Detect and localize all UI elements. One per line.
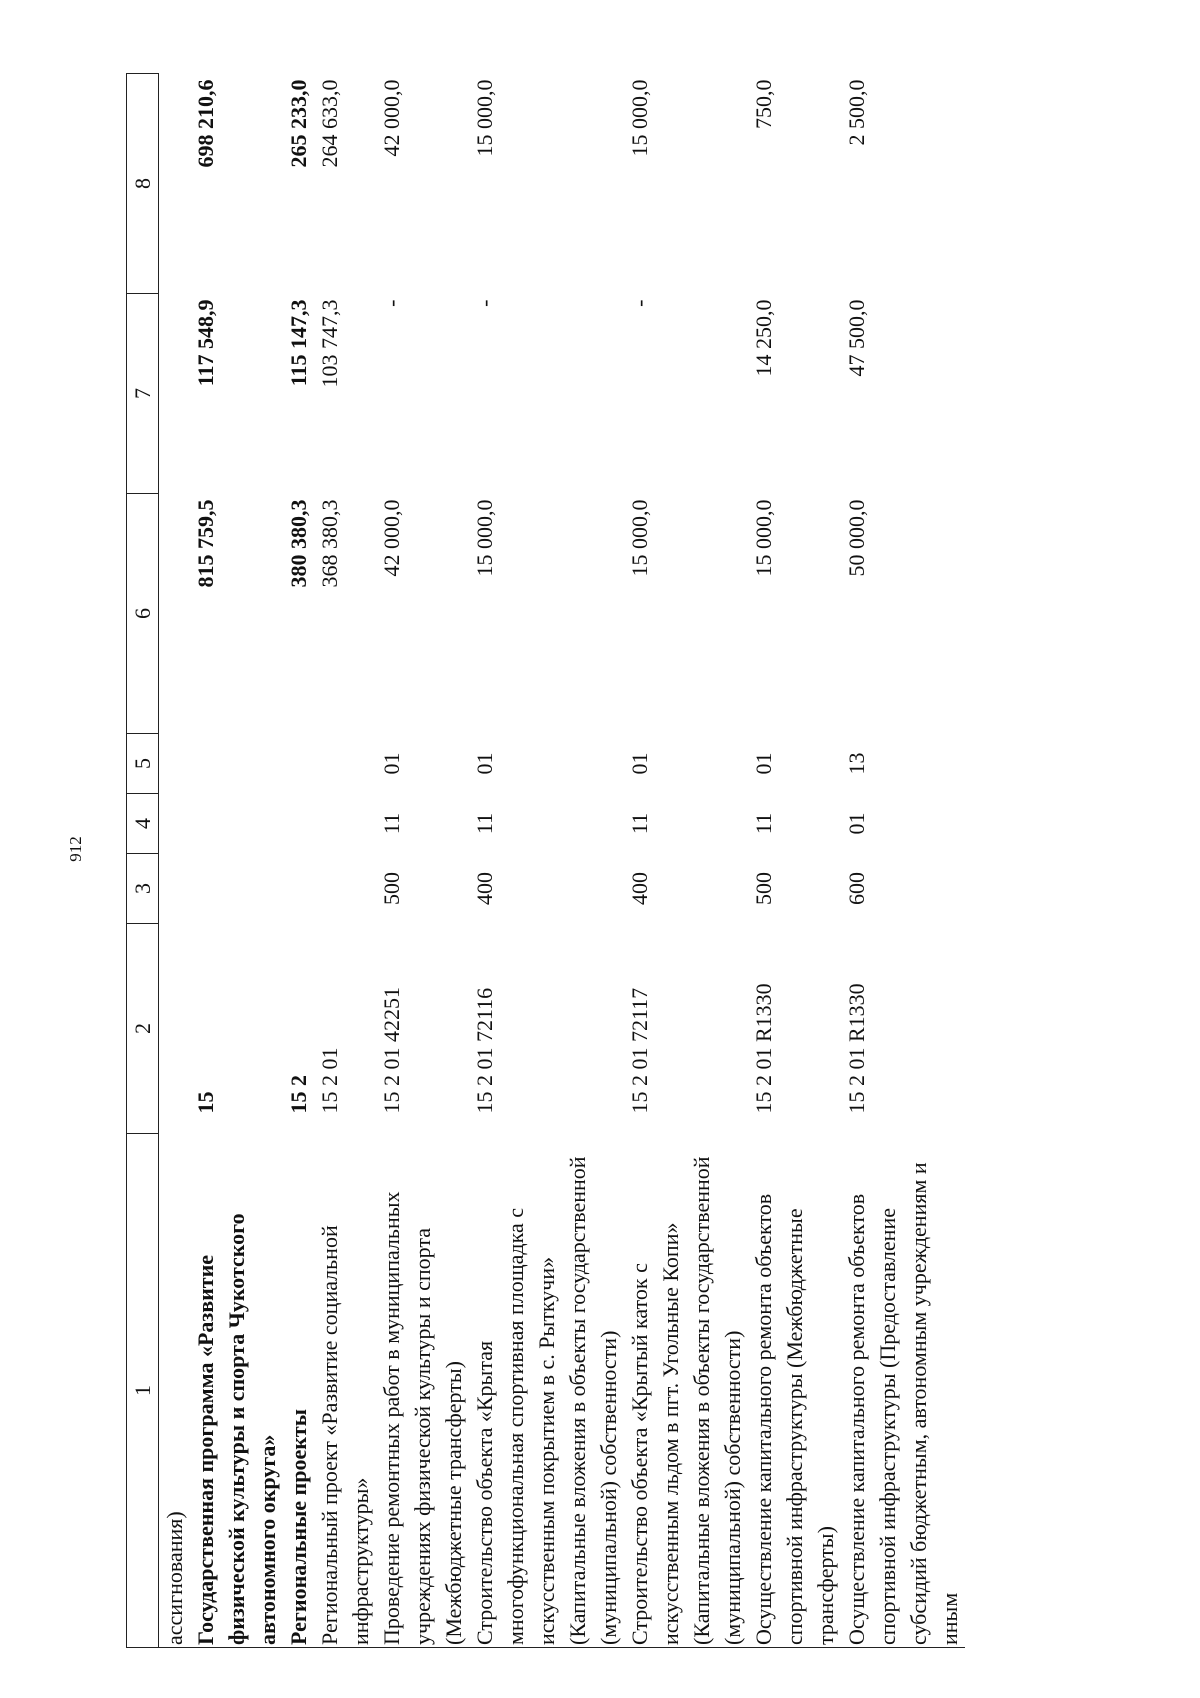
target-article-code: 15 2 01 — [317, 1047, 342, 1114]
row-name: Осуществление капитального ремонта объектов спортивной инфраструктуры (Предоставление субсидий бюджетным, автономным учреждениям и иным — [841, 1134, 965, 1648]
subsection-code — [283, 734, 314, 794]
district-budget-amount: 2 500,0 — [844, 79, 869, 146]
subsection-code — [159, 734, 191, 794]
target-article-code: 15 2 01 42251 — [379, 987, 404, 1114]
total-amount: 15 000,0 — [472, 499, 497, 577]
column-header-5: 5 — [127, 734, 159, 794]
total-amount: 15 000,0 — [751, 499, 776, 577]
expense-type-code — [283, 854, 314, 924]
federal-budget-amount: - — [379, 299, 404, 307]
column-header-8: 8 — [127, 74, 159, 294]
section-code — [190, 794, 283, 854]
row-name: ассигнования) — [159, 1134, 191, 1648]
total-amount: 15 000,0 — [627, 499, 652, 577]
budget-table — [126, 73, 965, 1648]
section-code: 11 — [379, 812, 404, 835]
subsection-code: 01 — [472, 752, 497, 775]
row-name: Региональный проект «Развитие социальной инфраструктуры» — [314, 1134, 376, 1648]
column-header-3: 3 — [127, 854, 159, 924]
table-row — [469, 74, 624, 1648]
target-article-code: 15 2 — [286, 1075, 311, 1114]
rotated-table-page — [126, 58, 1046, 1648]
row-name: Проведение ремонтных работ в муниципальных учреждениях физической культуры и спорта (Межбюджетные трансферты) — [376, 1134, 469, 1648]
total-amount: 368 380,3 — [317, 499, 342, 588]
target-article-code — [159, 924, 191, 1134]
target-article-code: 15 2 01 72117 — [627, 987, 652, 1114]
total-amount: 815 759,5 — [193, 499, 218, 588]
total-amount: 42 000,0 — [379, 499, 404, 577]
target-article-code: 15 2 01 72116 — [472, 987, 497, 1114]
expense-type-code: 500 — [379, 872, 404, 905]
section-code — [314, 794, 376, 854]
expense-type-code: 600 — [844, 872, 869, 905]
district-budget-amount — [159, 74, 191, 294]
federal-budget-amount: - — [627, 299, 652, 307]
section-code: 11 — [472, 812, 497, 835]
district-budget-amount: 264 633,0 — [317, 79, 342, 168]
target-article-code: 15 2 01 R1330 — [751, 983, 776, 1114]
section-code — [283, 794, 314, 854]
expense-type-code: 400 — [627, 872, 652, 905]
table-body — [159, 74, 966, 1648]
subsection-code: 13 — [844, 752, 869, 775]
subsection-code — [190, 734, 283, 794]
federal-budget-amount: 103 747,3 — [317, 299, 342, 388]
page-number: 912 — [66, 836, 85, 862]
expense-type-code: 500 — [751, 872, 776, 905]
subsection-code: 01 — [379, 752, 404, 775]
district-budget-amount: 750,0 — [751, 79, 776, 129]
table-row — [841, 74, 965, 1648]
row-name: Строительство объекта «Крытый каток с искусственным льдом в пгт. Угольные Копи» (Капитальные вложения в объекты государственной (муниципальной) собственности) — [624, 1134, 748, 1648]
expense-type-code — [314, 854, 376, 924]
subsection-code: 01 — [627, 752, 652, 775]
federal-budget-amount — [159, 294, 191, 494]
table-row — [314, 74, 376, 1648]
expense-type-code: 400 — [472, 872, 497, 905]
district-budget-amount: 15 000,0 — [627, 79, 652, 157]
expense-type-code — [159, 854, 191, 924]
expense-type-code — [190, 854, 283, 924]
district-budget-amount: 42 000,0 — [379, 79, 404, 157]
federal-budget-amount: 117 548,9 — [193, 299, 218, 387]
subsection-code: 01 — [751, 752, 776, 775]
federal-budget-amount: - — [472, 299, 497, 307]
column-header-6: 6 — [127, 494, 159, 734]
district-budget-amount: 265 233,0 — [286, 79, 311, 168]
table-row — [283, 74, 314, 1648]
total-amount: 50 000,0 — [844, 499, 869, 577]
section-code: 11 — [751, 812, 776, 835]
column-header-4: 4 — [127, 794, 159, 854]
table-header-row — [127, 74, 159, 1648]
total-amount — [159, 494, 191, 734]
target-article-code: 15 2 01 R1330 — [844, 983, 869, 1114]
row-name: Региональные проекты — [283, 1134, 314, 1648]
row-name: Государственная программа «Развитие физической культуры и спорта Чукотского автономного округа» — [190, 1134, 283, 1648]
row-name: Осуществление капитального ремонта объектов спортивной инфраструктуры (Межбюджетные трансферты) — [748, 1134, 841, 1648]
section-code — [159, 794, 191, 854]
table-row — [748, 74, 841, 1648]
section-code: 01 — [844, 812, 869, 835]
district-budget-amount: 698 210,6 — [193, 79, 218, 168]
district-budget-amount: 15 000,0 — [472, 79, 497, 157]
federal-budget-amount: 14 250,0 — [751, 299, 776, 377]
target-article-code: 15 — [193, 1091, 218, 1114]
table-row — [159, 74, 191, 1648]
federal-budget-amount: 47 500,0 — [844, 299, 869, 377]
column-header-2: 2 — [127, 924, 159, 1134]
column-header-1: 1 — [127, 1134, 159, 1648]
table-row — [376, 74, 469, 1648]
subsection-code — [314, 734, 376, 794]
federal-budget-amount: 115 147,3 — [286, 299, 311, 387]
column-header-7: 7 — [127, 294, 159, 494]
row-name: Строительство объекта «Крытая многофункциональная спортивная площадка с искусственным покрытием в с. Рыткучи» (Капитальные вложения в объекты государственной (муниципальной) собственности) — [469, 1134, 624, 1648]
section-code: 11 — [627, 812, 652, 835]
table-row — [190, 74, 283, 1648]
table-row — [624, 74, 748, 1648]
total-amount: 380 380,3 — [286, 499, 311, 588]
